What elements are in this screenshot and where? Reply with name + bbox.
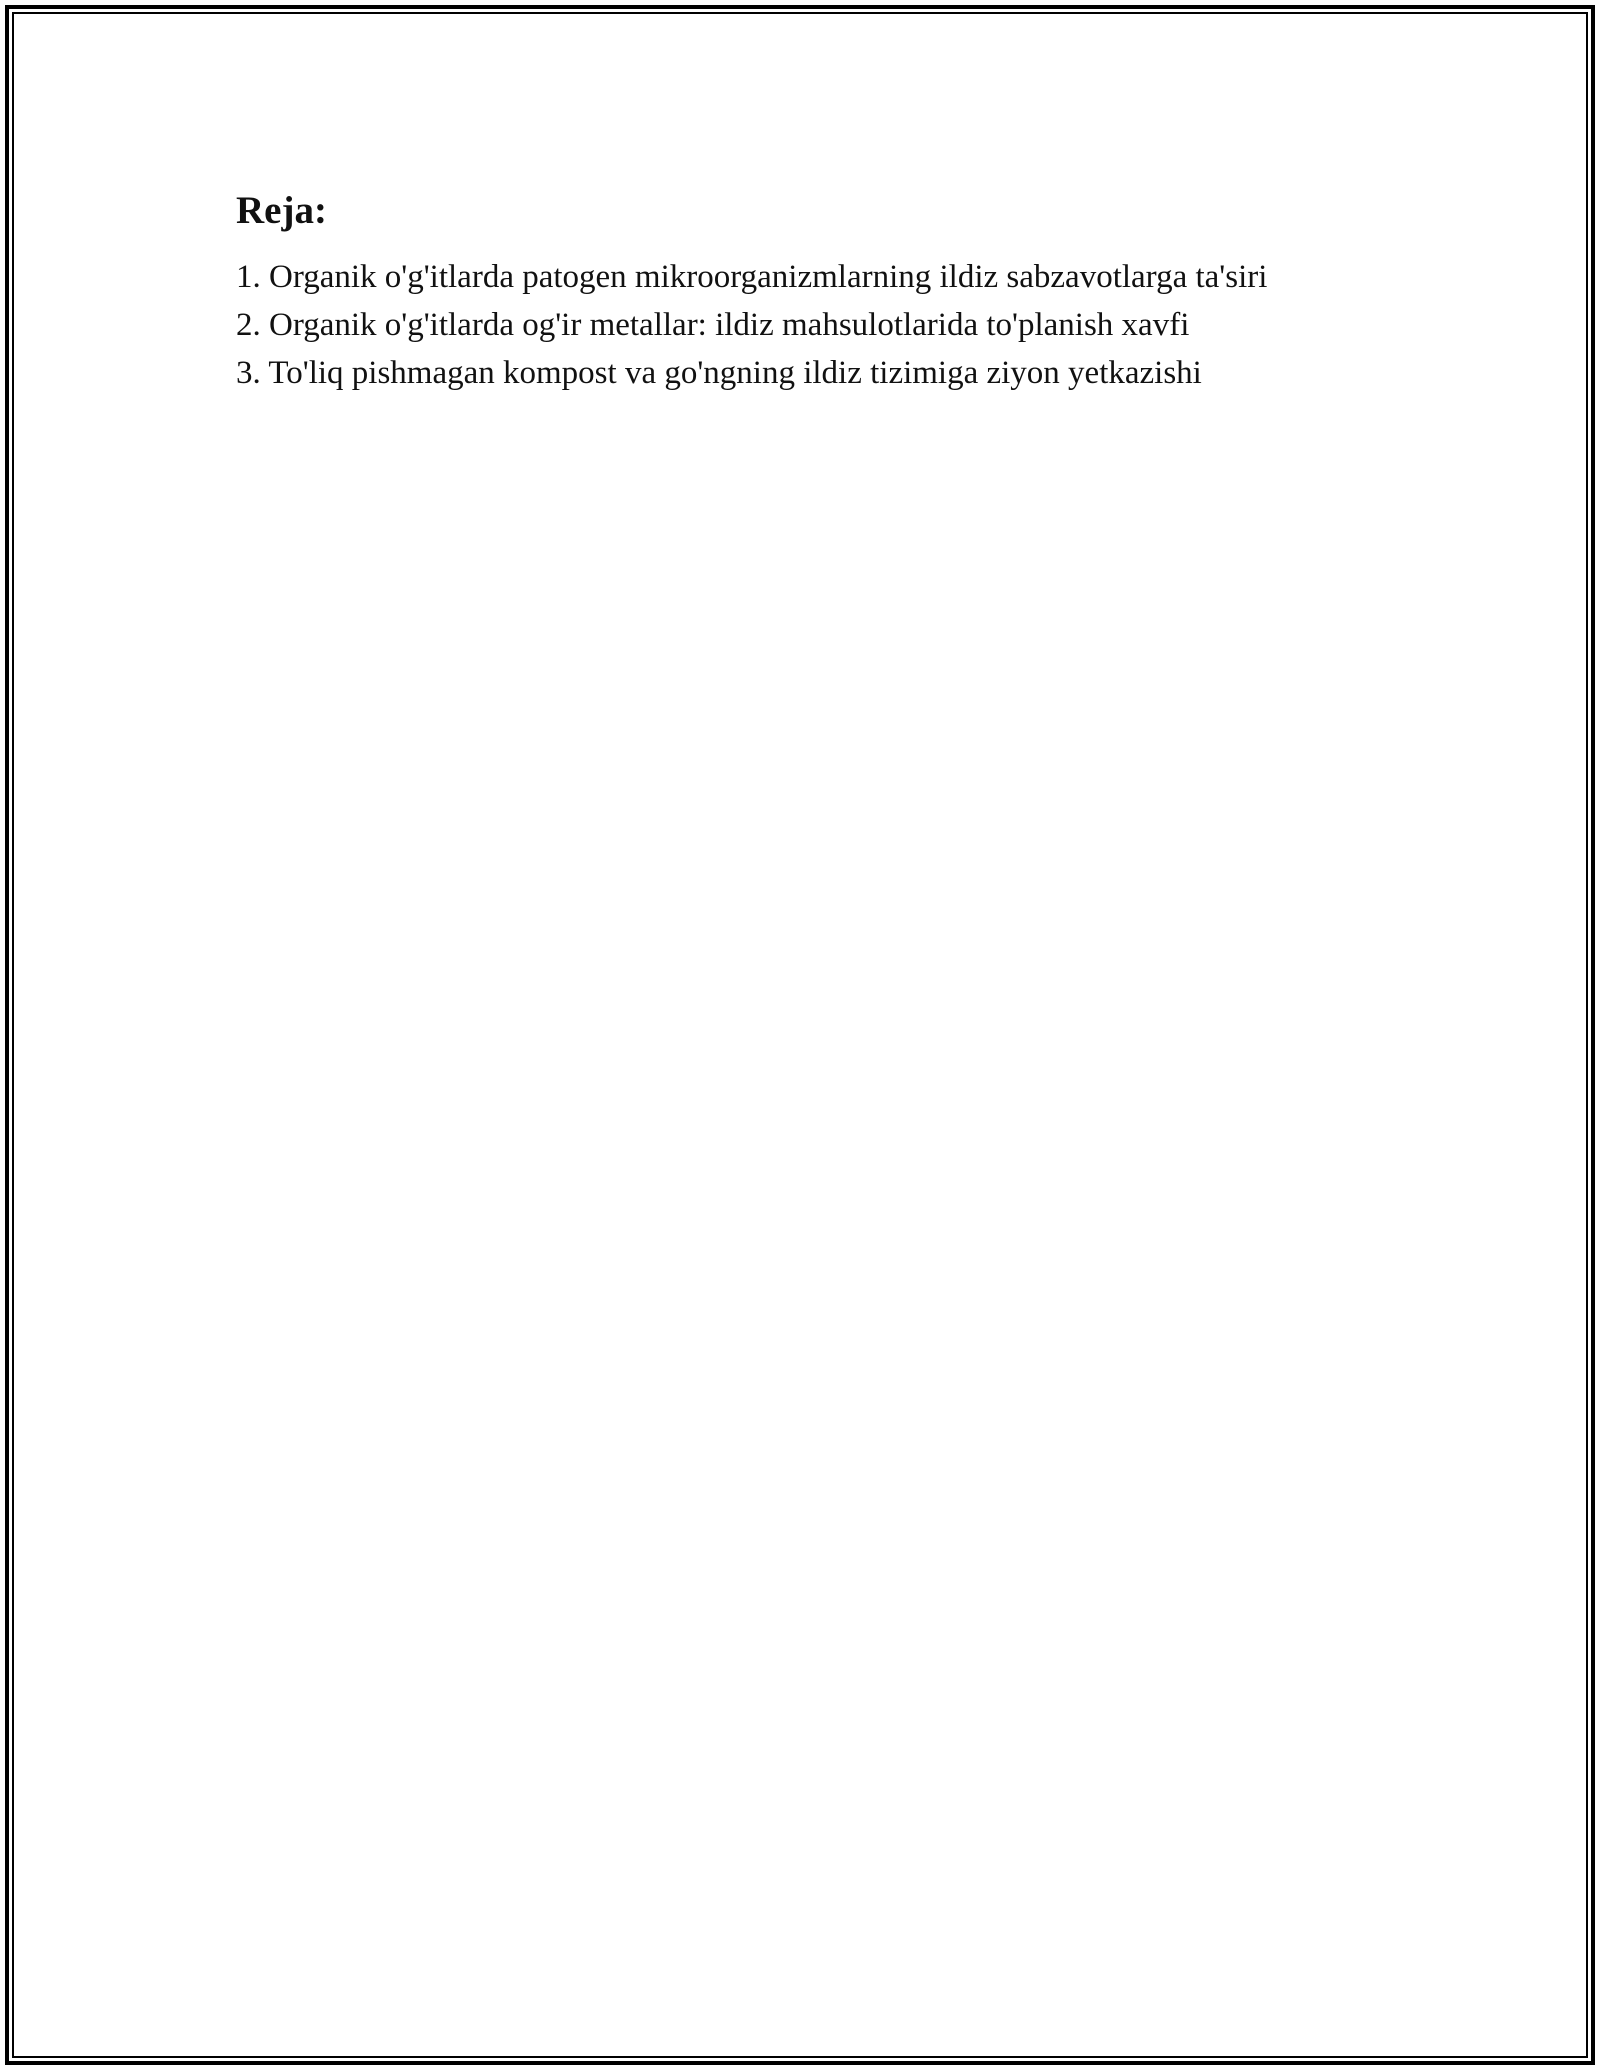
plan-heading: Reja: [236,189,327,232]
plan-item: 3. To'liq pishmagan kompost va go'ngning ildiz tizimiga ziyon yetkazishi [236,355,1202,391]
plan-item: 1. Organik o'g'itlarda patogen mikroorganizmlarning ildiz sabzavotlarga ta'siri [236,259,1268,295]
plan-list [236,253,1356,397]
plan-item: 2. Organik o'g'itlarda og'ir metallar: ildiz mahsulotlarida to'planish xavfi [236,307,1190,343]
document-body [236,185,1356,397]
